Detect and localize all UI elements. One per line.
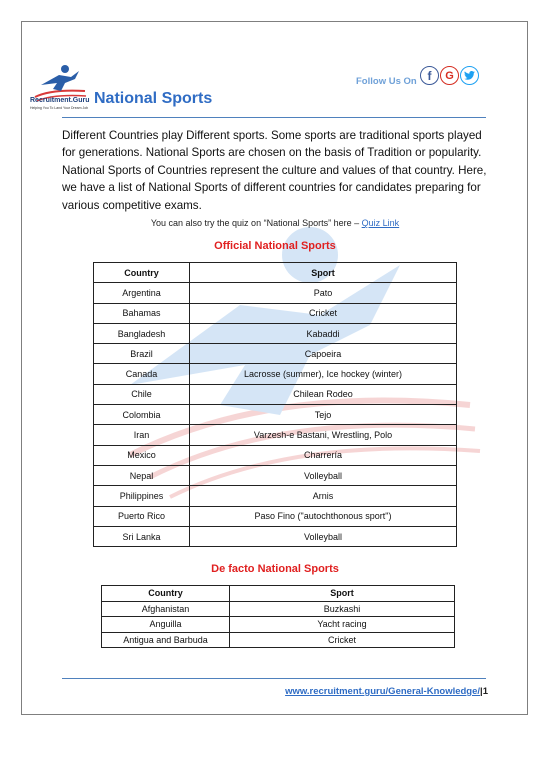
table-row xyxy=(102,632,455,648)
brand-tagline: Helping You To Land Your Dream Job xyxy=(30,106,89,110)
country-cell: Puerto Rico xyxy=(94,506,190,526)
brand-name: Recruitment.Guru xyxy=(30,97,90,104)
table-header-country: Country xyxy=(94,263,190,283)
defacto-sports-table xyxy=(101,585,455,648)
table-row xyxy=(94,283,457,303)
official-section-title: Official National Sports xyxy=(214,240,336,252)
footer-divider xyxy=(62,678,486,679)
country-cell: Colombia xyxy=(94,405,190,425)
country-cell: Argentina xyxy=(94,283,190,303)
google-plus-icon[interactable]: G xyxy=(440,66,459,85)
twitter-icon[interactable] xyxy=(460,66,479,85)
sport-cell: Capoeira xyxy=(190,344,457,364)
table-row xyxy=(102,617,455,633)
country-cell: Sri Lanka xyxy=(94,526,190,546)
sport-cell: Volleyball xyxy=(190,526,457,546)
sport-cell: Varzesh-e Bastani, Wrestling, Polo xyxy=(190,425,457,445)
page-number: |1 xyxy=(480,686,488,697)
table-row xyxy=(94,303,457,323)
country-cell: Mexico xyxy=(94,445,190,465)
sport-cell: Paso Fino ("autochthonous sport") xyxy=(190,506,457,526)
table-row xyxy=(94,364,457,384)
table-header-sport: Sport xyxy=(190,263,457,283)
sport-cell: Volleyball xyxy=(190,465,457,485)
country-cell: Chile xyxy=(94,384,190,404)
sport-cell: Chilean Rodeo xyxy=(190,384,457,404)
sport-cell: Charrería xyxy=(190,445,457,465)
sport-cell: Pato xyxy=(190,283,457,303)
country-cell: Iran xyxy=(94,425,190,445)
defacto-section-title: De facto National Sports xyxy=(211,563,339,575)
table-row xyxy=(94,445,457,465)
page-title: National Sports xyxy=(94,90,213,107)
follow-label: Follow Us On xyxy=(356,76,417,87)
country-cell: Canada xyxy=(94,364,190,384)
table-header-country: Country xyxy=(102,586,230,602)
official-sports-table xyxy=(93,262,457,547)
table-row xyxy=(94,405,457,425)
table-row xyxy=(94,506,457,526)
country-cell: Bangladesh xyxy=(94,323,190,343)
table-row xyxy=(94,323,457,343)
table-row xyxy=(94,384,457,404)
sport-cell: Yacht racing xyxy=(230,617,455,633)
sport-cell: Kabaddi xyxy=(190,323,457,343)
country-cell: Afghanistan xyxy=(102,601,230,617)
footer xyxy=(285,686,488,697)
table-row xyxy=(94,526,457,546)
country-cell: Brazil xyxy=(94,344,190,364)
country-cell: Philippines xyxy=(94,486,190,506)
title-divider xyxy=(62,117,486,118)
table-row xyxy=(94,344,457,364)
footer-link[interactable]: www.recruitment.guru/General-Knowledge/ xyxy=(285,686,481,697)
sport-cell: Buzkashi xyxy=(230,601,455,617)
country-cell: Bahamas xyxy=(94,303,190,323)
facebook-icon[interactable]: f xyxy=(420,66,439,85)
sport-cell: Lacrosse (summer), Ice hockey (winter) xyxy=(190,364,457,384)
sport-cell: Cricket xyxy=(190,303,457,323)
table-header-sport: Sport xyxy=(230,586,455,602)
quiz-link[interactable]: Quiz Link xyxy=(361,218,400,228)
table-row xyxy=(94,465,457,485)
intro-paragraph: Different Countries play Different sports. Some sports are traditional sports played for generations. National Sports are chosen on the basis of Tradition or popularity. National Sports of Countries represent the culture and values of that country. Here, we have a list of National Sports of different countries for candidates preparing for various competitive exams. xyxy=(62,129,487,212)
table-row xyxy=(94,425,457,445)
table-row xyxy=(102,601,455,617)
sport-cell: Arnis xyxy=(190,486,457,506)
sport-cell: Cricket xyxy=(230,632,455,648)
table-row xyxy=(94,486,457,506)
country-cell: Antigua and Barbuda xyxy=(102,632,230,648)
country-cell: Anguilla xyxy=(102,617,230,633)
sport-cell: Tejo xyxy=(190,405,457,425)
quiz-text: You can also try the quiz on “National Sports” here – xyxy=(150,218,362,228)
country-cell: Nepal xyxy=(94,465,190,485)
